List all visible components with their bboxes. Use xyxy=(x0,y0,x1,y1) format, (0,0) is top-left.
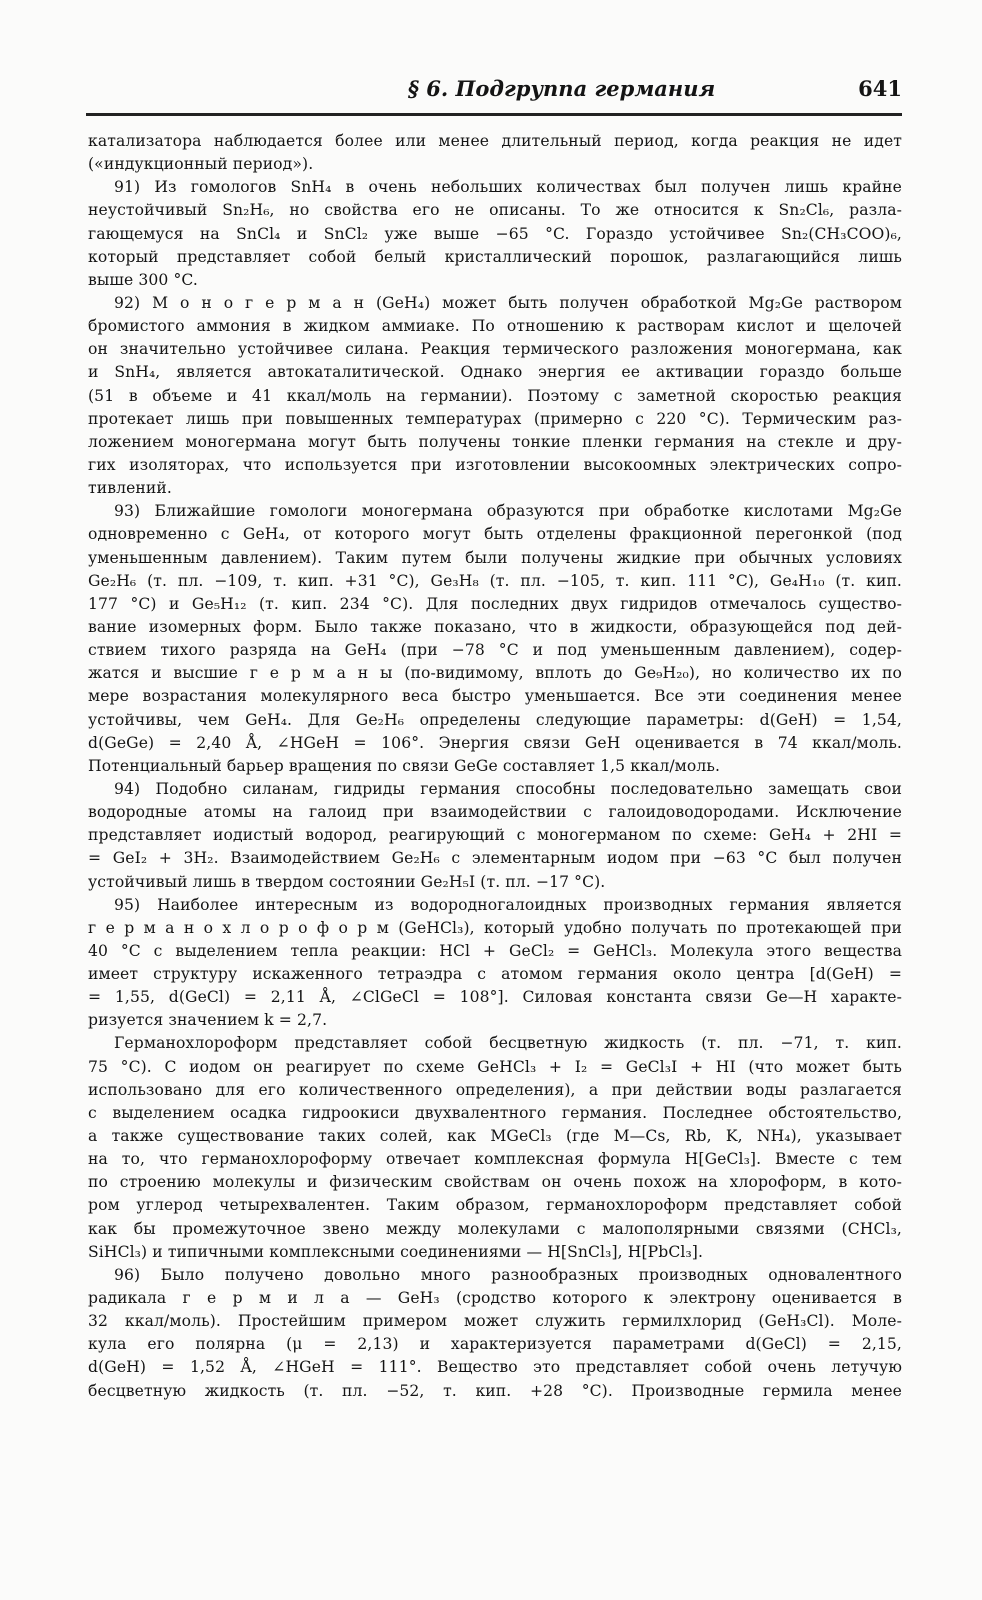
paragraph xyxy=(88,176,902,292)
text-line: кула его полярна (μ = 2,13) и характеризуется параметрами d(GeCl) = 2,15, xyxy=(88,1335,902,1354)
paragraph xyxy=(88,1032,902,1263)
text-line: как бы промежуточное звено между молекулами с малополярными связями (CHCl₃, xyxy=(88,1219,902,1238)
text-line: а также существование таких солей, как MGeCl₃ (где M—Cs, Rb, K, NH₄), указывает xyxy=(88,1127,902,1146)
text-line: катализатора наблюдается более или менее длительный период, когда реакция не идет xyxy=(88,132,902,150)
text-line: и SnH₄, является автокаталитической. Однако энергия ее активации гораздо больше xyxy=(88,363,902,382)
text-line: 95) Наиболее интересным из водородногалоидных производных германия является xyxy=(114,895,902,914)
text-line: радикала г е р м и л а — GeH₃ (сродство которого к электрону оценивается в xyxy=(88,1289,902,1308)
text-line: ром углерод четырехвалентен. Таким образом, германохлороформ представляет собой xyxy=(88,1196,902,1215)
text-line: который представляет собой белый кристаллический порошок, разлагающийся лишь xyxy=(88,247,902,266)
text-line: вание изомерных форм. Было также показано, что в жидкости, образующейся под дей- xyxy=(88,617,902,636)
text-line: бромистого аммония в жидком аммиаке. По отношению к растворам кислот и щелочей xyxy=(88,317,902,336)
text-line: выше 300 °C. xyxy=(88,270,198,289)
text-line: гающемуся на SnCl₄ и SnCl₂ уже выше −65 °C. Гораздо устойчивее Sn₂(CH₃COO)₆, xyxy=(88,224,902,243)
section-title: § 6. Подгруппа германия xyxy=(408,76,716,101)
text-line: 91) Из гомологов SnH₄ в очень небольших количествах был получен лишь крайне xyxy=(114,178,902,197)
text-body xyxy=(88,130,902,1403)
text-line: ствием тихого разряда на GeH₄ (при −78 °C и под уменьшенным давлением), содер- xyxy=(88,641,902,660)
text-line: неустойчивый Sn₂H₆, но свойства его не описаны. То же относится к Sn₂Cl₆, разла- xyxy=(88,201,902,220)
text-line: SiHCl₃) и типичными комплексными соединениями — H[SnCl₃], H[PbCl₃]. xyxy=(88,1242,704,1261)
text-line: Германохлороформ представляет собой бесцветную жидкость (т. пл. −71, т. кип. xyxy=(114,1034,902,1053)
text-line: Потенциальный барьер вращения по связи GeGe составляет 1,5 ккал/моль. xyxy=(88,756,721,775)
text-line: г е р м а н о х л о р о ф о р м (GeHCl₃), который удобно получать по протекающей при xyxy=(88,918,902,937)
paragraph xyxy=(88,1264,902,1403)
text-line: d(GeGe) = 2,40 Å, ∠HGeH = 106°. Энергия связи GeH оценивается в 74 ккал/моль. xyxy=(88,733,902,752)
text-line: уменьшенным давлением). Таким путем были получены жидкие при обычных условиях xyxy=(88,548,902,567)
text-line: имеет структуру искаженного тетраэдра с атомом германия около центра [d(GeH) = xyxy=(88,965,902,984)
text-line: водородные атомы на галоид при взаимодействии с галоидоводородами. Исключение xyxy=(88,803,902,822)
text-line: он значительно устойчивее силана. Реакция термического разложения моногермана, как xyxy=(88,340,902,359)
text-line: = 1,55, d(GeCl) = 2,11 Å, ∠ClGeCl = 108°]. Силовая константа связи Ge—H характе- xyxy=(88,988,902,1007)
text-line: ризуется значением k = 2,7. xyxy=(88,1011,328,1030)
text-line: тивлений. xyxy=(88,479,172,498)
text-line: гих изоляторах, что используется при изготовлении высокоомных электрических сопро- xyxy=(88,455,902,474)
text-line: (51 в объеме и 41 ккал/моль на германии). Поэтому с заметной скоростью реакция xyxy=(88,386,902,405)
text-line: одновременно с GeH₄, от которого могут быть отделены фракционной перегонкой (под xyxy=(88,525,902,544)
text-line: протекает лишь при повышенных температурах (примерно с 220 °C). Термическим раз- xyxy=(88,409,902,428)
header-rule xyxy=(86,113,902,116)
paragraph xyxy=(88,778,902,894)
text-line: = GeI₂ + 3H₂. Взаимодействием Ge₂H₆ с элементарным иодом при −63 °C был получен xyxy=(88,849,902,868)
paragraph xyxy=(88,130,902,176)
text-line: представляет иодистый водород, реагирующий с моногерманом по схеме: GeH₄ + 2HI = xyxy=(88,826,902,845)
text-line: 93) Ближайшие гомологи моногермана образуются при обработке кислотами Mg₂Ge xyxy=(114,502,902,521)
text-line: бесцветную жидкость (т. пл. −52, т. кип. +28 °C). Производные гермила менее xyxy=(88,1381,902,1400)
text-line: Ge₂H₆ (т. пл. −109, т. кип. +31 °C), Ge₃H₈ (т. пл. −105, т. кип. 111 °C), Ge₄H₁₀ (т. кип. xyxy=(88,571,902,590)
text-line: на то, что германохлороформу отвечает комплексная формула H[GeCl₃]. Вместе с тем xyxy=(88,1150,902,1169)
text-line: 40 °C с выделением тепла реакции: HCl + GeCl₂ = GeHCl₃. Молекула этого вещества xyxy=(88,941,902,960)
text-line: по строению молекулы и физическим свойствам он очень похож на хлороформ, в кото- xyxy=(88,1173,902,1192)
text-line: жатся и высшие г е р м а н ы (по-видимому, вплоть до Ge₉H₂₀), но количество их по xyxy=(88,664,902,683)
text-line: с выделением осадка гидроокиси двухвалентного германия. Последнее обстоятельство, xyxy=(88,1103,902,1122)
text-line: ложением моногермана могут быть получены тонкие пленки германия на стекле и дру- xyxy=(88,432,902,451)
page-number: 641 xyxy=(858,76,902,101)
text-line: 177 °C) и Ge₅H₁₂ (т. кип. 234 °C). Для последних двух гидридов отмечалось существо- xyxy=(88,594,902,613)
paragraph xyxy=(88,500,902,778)
text-line: устойчивый лишь в твердом состоянии Ge₂H₅I (т. пл. −17 °C). xyxy=(88,872,606,891)
text-line: («индукционный период»). xyxy=(88,155,314,174)
text-line: 92) М о н о г е р м а н (GeH₄) может быть получен обработкой Mg₂Ge раствором xyxy=(114,293,902,312)
paragraph xyxy=(88,894,902,1033)
text-line: d(GeH) = 1,52 Å, ∠HGeH = 111°. Вещество это представляет собой очень летучую xyxy=(88,1358,902,1377)
text-line: устойчивы, чем GeH₄. Для Ge₂H₆ определены следующие параметры: d(GeH) = 1,54, xyxy=(88,710,902,729)
text-line: 94) Подобно силанам, гидриды германия способны последовательно замещать свои xyxy=(114,779,902,798)
running-header xyxy=(88,70,902,110)
text-line: использовано для его количественного определения), а при действии воды разлагается xyxy=(88,1080,902,1099)
paragraph xyxy=(88,292,902,500)
text-line: 96) Было получено довольно много разнообразных производных одновалентного xyxy=(114,1265,902,1284)
text-line: мере возрастания молекулярного веса быстро уменьшается. Все эти соединения менее xyxy=(88,687,902,706)
text-line: 32 ккал/моль). Простейшим примером может служить гермилхлорид (GeH₃Cl). Моле- xyxy=(88,1312,902,1331)
text-line: 75 °C). С иодом он реагирует по схеме GeHCl₃ + I₂ = GeCl₃I + HI (что может быть xyxy=(88,1057,902,1076)
